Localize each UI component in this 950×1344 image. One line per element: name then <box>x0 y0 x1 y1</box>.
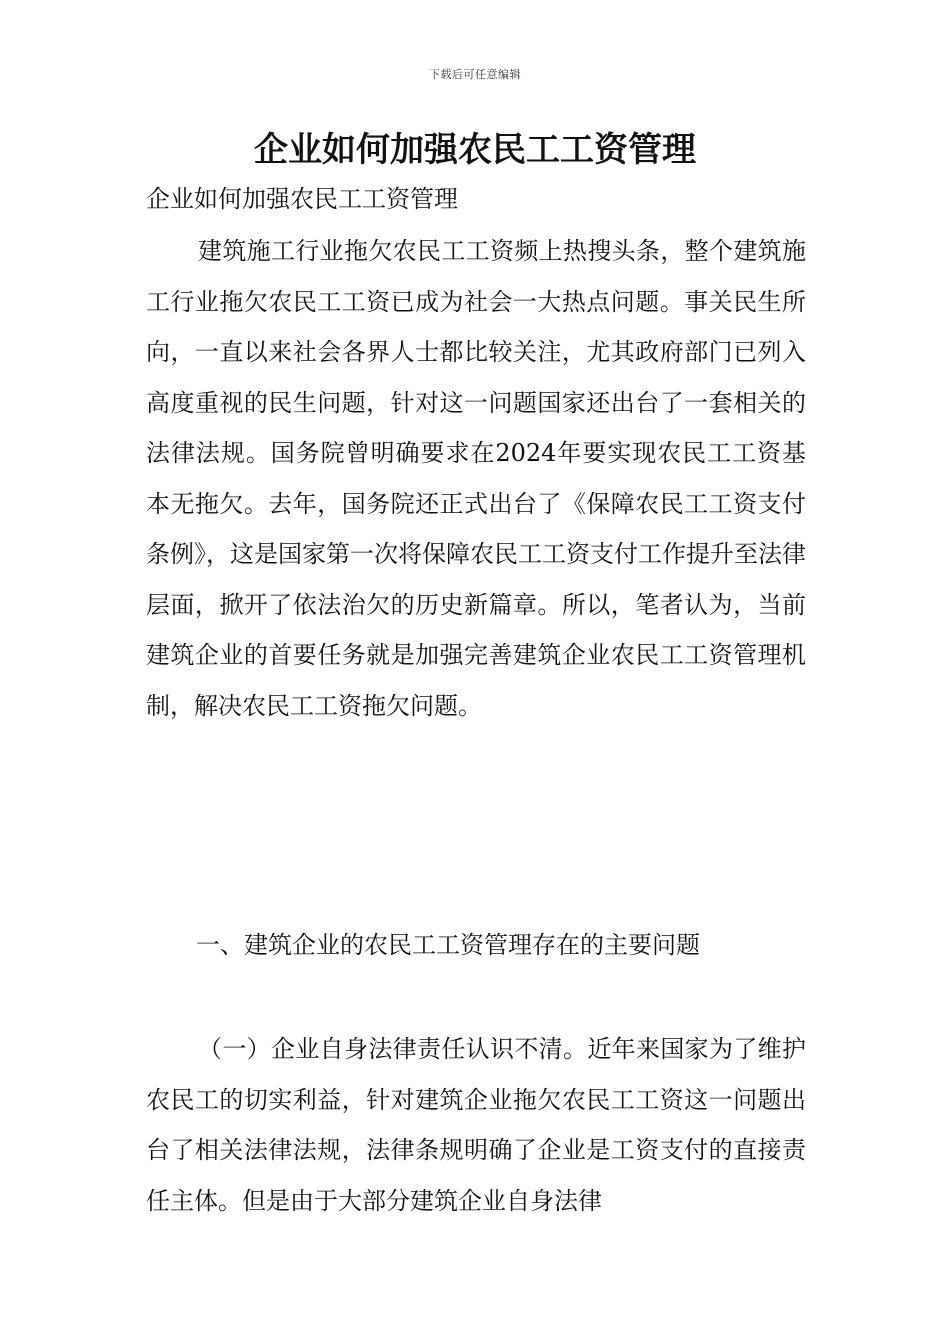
document-title: 企业如何加强农民工工资管理 <box>254 130 696 170</box>
document-subtitle: 企业如何加强农民工工资管理 <box>146 185 458 213</box>
header-note: 下载后可任意编辑 <box>429 68 521 81</box>
section-heading: 一、建筑企业的农民工工资管理存在的主要问题 <box>196 931 700 959</box>
section-paragraph: （一）企业自身法律责任认识不清。近年来国家为了维护农民工的切实利益，针对建筑企业拖欠农民工工资这一问题出台了相关法律法规，法律条规明确了企业是工资支付的直接责任主体。但是由于大部分建筑企业自身法律 <box>146 1035 806 1215</box>
intro-paragraph: 建筑施工行业拖欠农民工工资频上热搜头条，整个建筑施工行业拖欠农民工工资已成为社会一大热点问题。事关民生所向，一直以来社会各界人士都比较关注，尤其政府部门已列入高度重视的民生问题，针对这一问题国家还出台了一套相关的法律法规。国务院曾明确要求在2024年要实现农民工工资基本无拖欠。去年，国务院还正式出台了《保障农民工工资支付条例》，这是国家第一次将保障农民工工资支付工作提升至法律层面，掀开了依法治欠的历史新篇章。所以，笔者认为，当前建筑企业的首要任务就是加强完善建筑企业农民工工资管理机制，解决农民工工资拖欠问题。 <box>146 237 806 720</box>
